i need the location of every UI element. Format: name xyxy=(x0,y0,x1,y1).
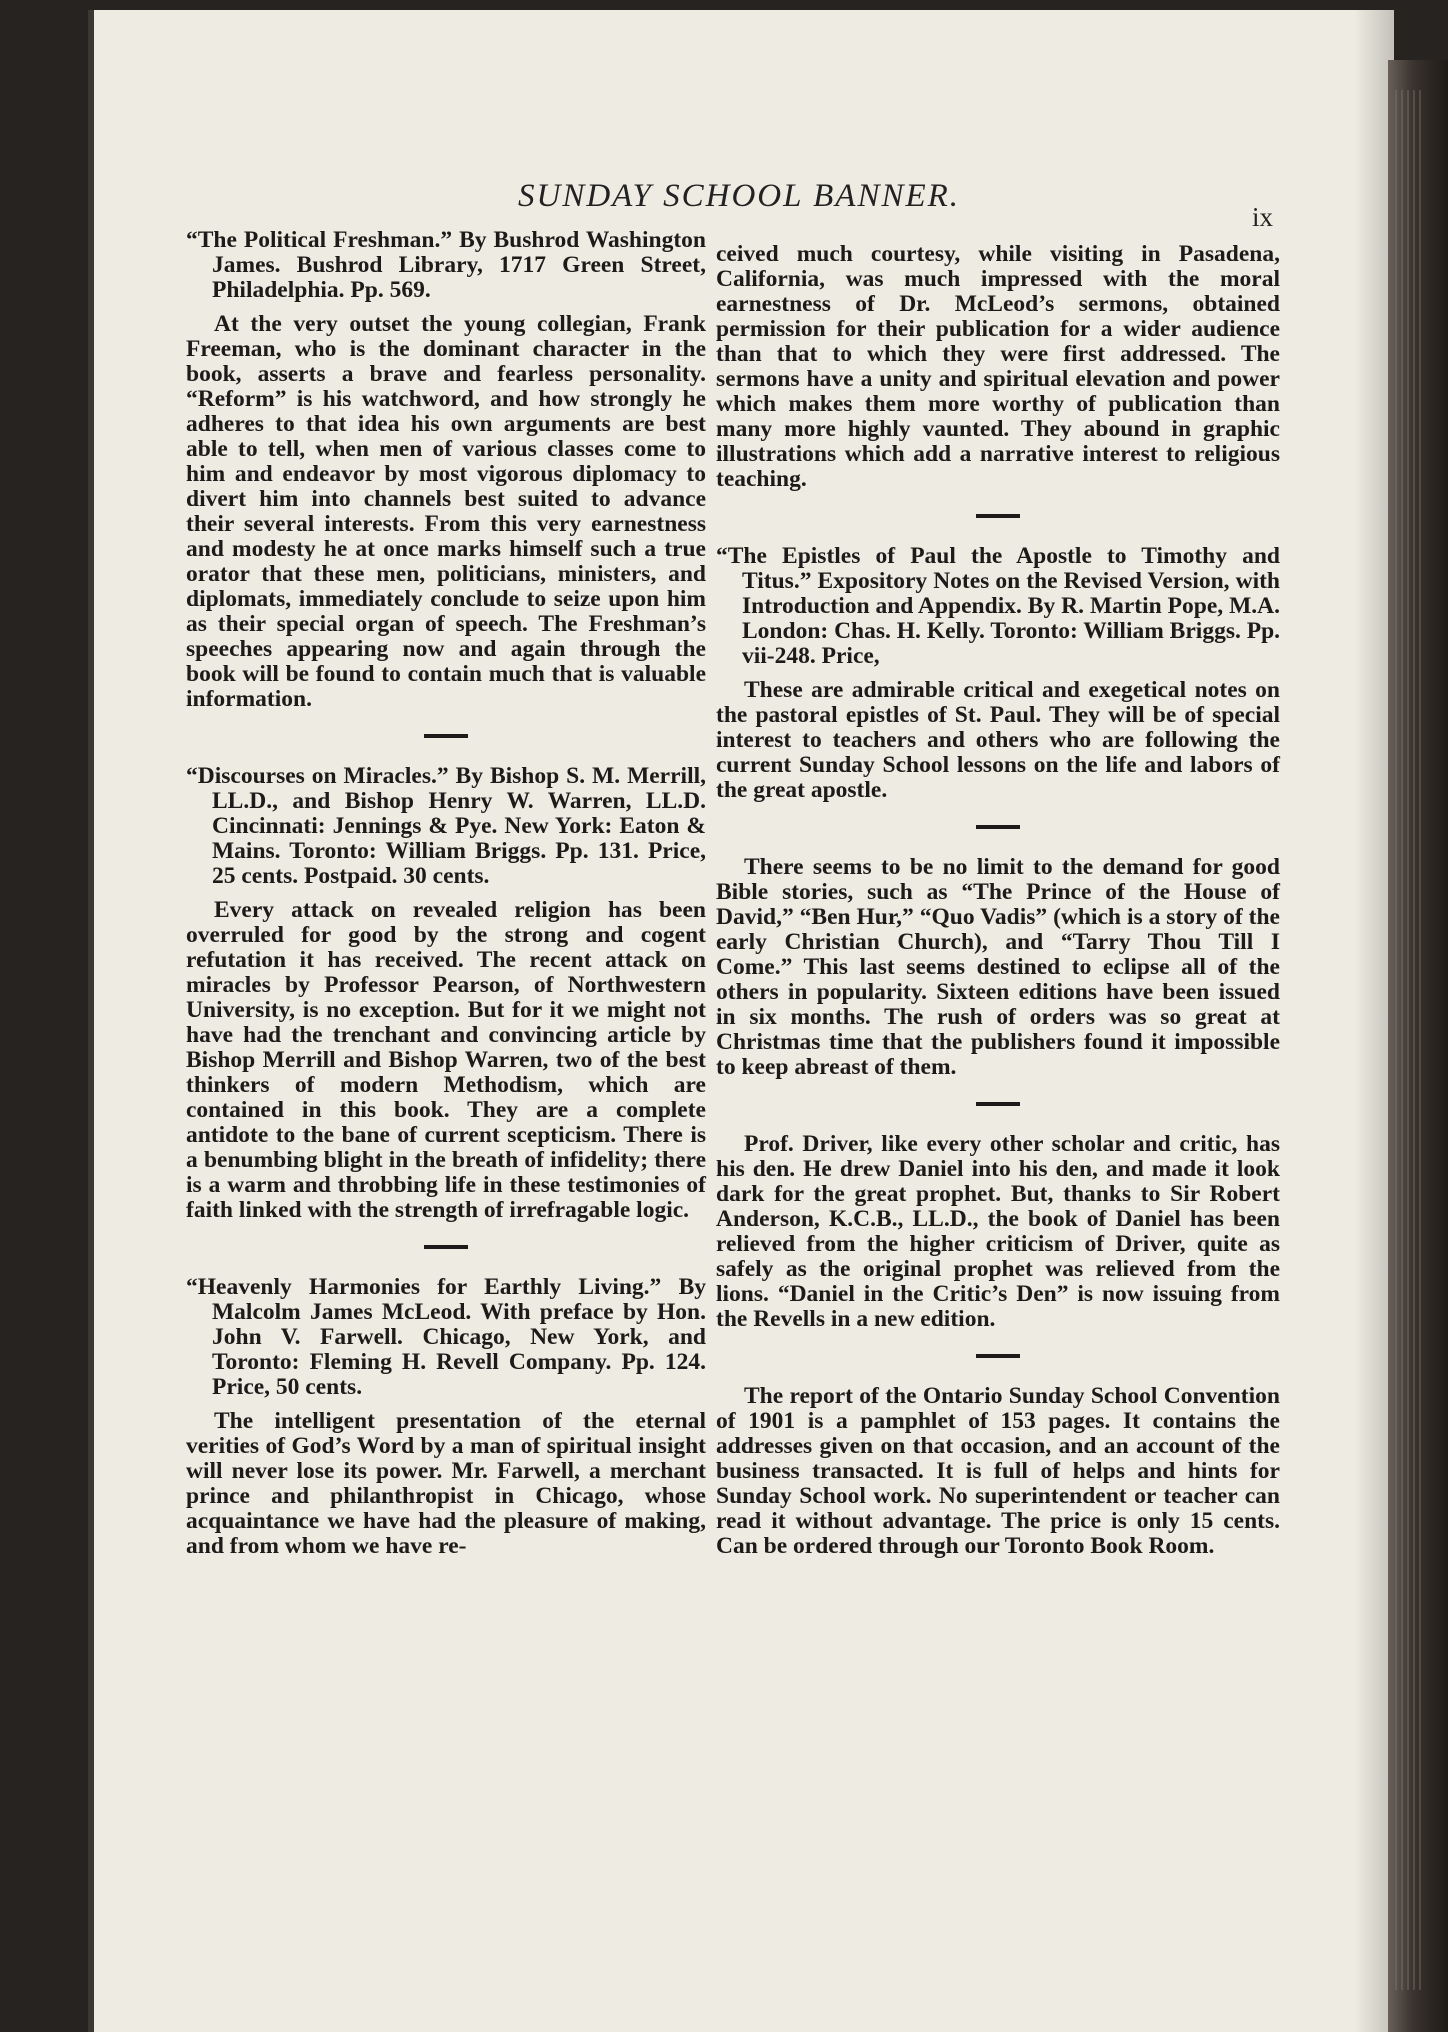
book-notice-heading: “The Political Freshman.” By Bushrod Washington James. Bushrod Library, 1717 Green Street, Philadelphia. Pp. 569. xyxy=(186,227,706,303)
review-paragraph: These are admirable critical and exegetical notes on the pastoral epistles of St. Paul. They will be of special interest to teachers and others who are following the current Sunday School lessons on the life and labors of the great apostle. xyxy=(716,677,1280,803)
review-paragraph: The intelligent presentation of the eternal verities of God’s Word by a man of spiritual insight will never lose its power. Mr. Farwell, a merchant prince and philanthropist in Chicago, whose acquaintance we have had the pleasure of making, and from whom we have re- xyxy=(186,1408,706,1559)
right-column xyxy=(716,242,1280,1565)
section-divider xyxy=(976,1354,1020,1358)
book-page xyxy=(88,10,1394,2032)
review-paragraph-continued: ceived much courtesy, while visiting in Pasadena, California, was much impressed with the moral earnestness of Dr. McLeod’s sermons, obtained permission for their publication for a wider audience than that to which they were first addressed. The sermons have a unity and spiritual elevation and power which makes them more worthy of publication than many more highly vaunted. They abound in graphic illustrations which add a narrative interest to religious teaching. xyxy=(716,241,1280,492)
book-notice-heading: “Heavenly Harmonies for Earthly Living.” By Malcolm James McLeod. With preface by Hon. John V. Farwell. Chicago, New York, and Toronto: Fleming H. Revell Company. Pp. 124. Price, 50 cents. xyxy=(186,1274,706,1400)
review-paragraph: The report of the Ontario Sunday School Convention of 1901 is a pamphlet of 153 pages. It contains the addresses given on that occasion, and an account of the business transacted. It is full of helps and hints for Sunday School work. No superintendent or teacher can read it without advantage. The price is only 15 cents. Can be ordered through our Toronto Book Room. xyxy=(716,1383,1280,1559)
section-divider xyxy=(424,1245,468,1249)
book-notice-heading: “Discourses on Miracles.” By Bishop S. M. Merrill, LL.D., and Bishop Henry W. Warren, LL.D. Cincinnati: Jennings & Pye. New York: Eaton & Mains. Toronto: William Briggs. Pp. 131. Price, 25 cents. Postpaid. 30 cents. xyxy=(186,763,706,889)
book-notice-heading: “The Epistles of Paul the Apostle to Timothy and Titus.” Expository Notes on the Revised Version, with Introduction and Appendix. By R. Martin Pope, M.A. London: Chas. H. Kelly. Toronto: William Briggs. Pp. vii-248. Price, xyxy=(716,543,1281,669)
section-divider xyxy=(976,1102,1020,1106)
review-paragraph: Prof. Driver, like every other scholar and critic, has his den. He drew Daniel into his den, and made it look dark for the great prophet. But, thanks to Sir Robert Anderson, K.C.B., LL.D., the book of Daniel has been relieved from the higher criticism of Driver, quite as safely as the original prophet was relieved from the lions. “Daniel in the Critic’s Den” is now issuing from the Revells in a new edition. xyxy=(716,1131,1280,1332)
section-divider xyxy=(424,734,468,738)
left-column xyxy=(186,228,706,1565)
page-header xyxy=(94,166,1394,232)
running-title: SUNDAY SCHOOL BANNER. xyxy=(518,178,961,214)
review-paragraph: There seems to be no limit to the demand for good Bible stories, such as “The Prince of the House of David,” “Ben Hur,” “Quo Vadis” (which is a story of the early Christian Church), and “Tarry Thou Till I Come.” This last seems destined to eclipse all of the others in popularity. Sixteen editions have been issued in six months. The rush of orders was so great at Christmas time that the publishers found it impossible to keep abreast of them. xyxy=(716,854,1280,1080)
review-paragraph: Every attack on revealed religion has been overruled for good by the strong and cogent refutation it has received. The recent attack on miracles by Professor Pearson, of Northwestern University, is no exception. But for it we might not have had the trenchant and convincing article by Bishop Merrill and Bishop Warren, two of the best thinkers of modern Methodism, which are contained in this book. They are a complete antidote to the bane of current scepticism. There is a benumbing blight in the breath of infidelity; there is a warm and throbbing life in these testimonies of faith linked with the strength of irrefragable logic. xyxy=(186,897,706,1223)
page-number: ix xyxy=(1252,202,1274,232)
section-divider xyxy=(976,825,1020,829)
section-divider xyxy=(976,514,1020,518)
page-edges xyxy=(1395,90,1425,1990)
review-paragraph: At the very outset the young collegian, Frank Freeman, who is the dominant character in the book, asserts a brave and fearless personality. “Reform” is his watchword, and how strongly he adheres to that idea his own arguments are best able to tell, when men of various classes come to him and endeavor by most vigorous diplomacy to divert him into channels best suited to advance their several interests. From this very earnestness and modesty he at once marks himself such a true orator that these men, politicians, ministers, and diplomats, immediately conclude to seize upon him as their special organ of speech. The Freshman’s speeches appearing now and again through the book will be found to contain much that is valuable information. xyxy=(186,311,706,712)
